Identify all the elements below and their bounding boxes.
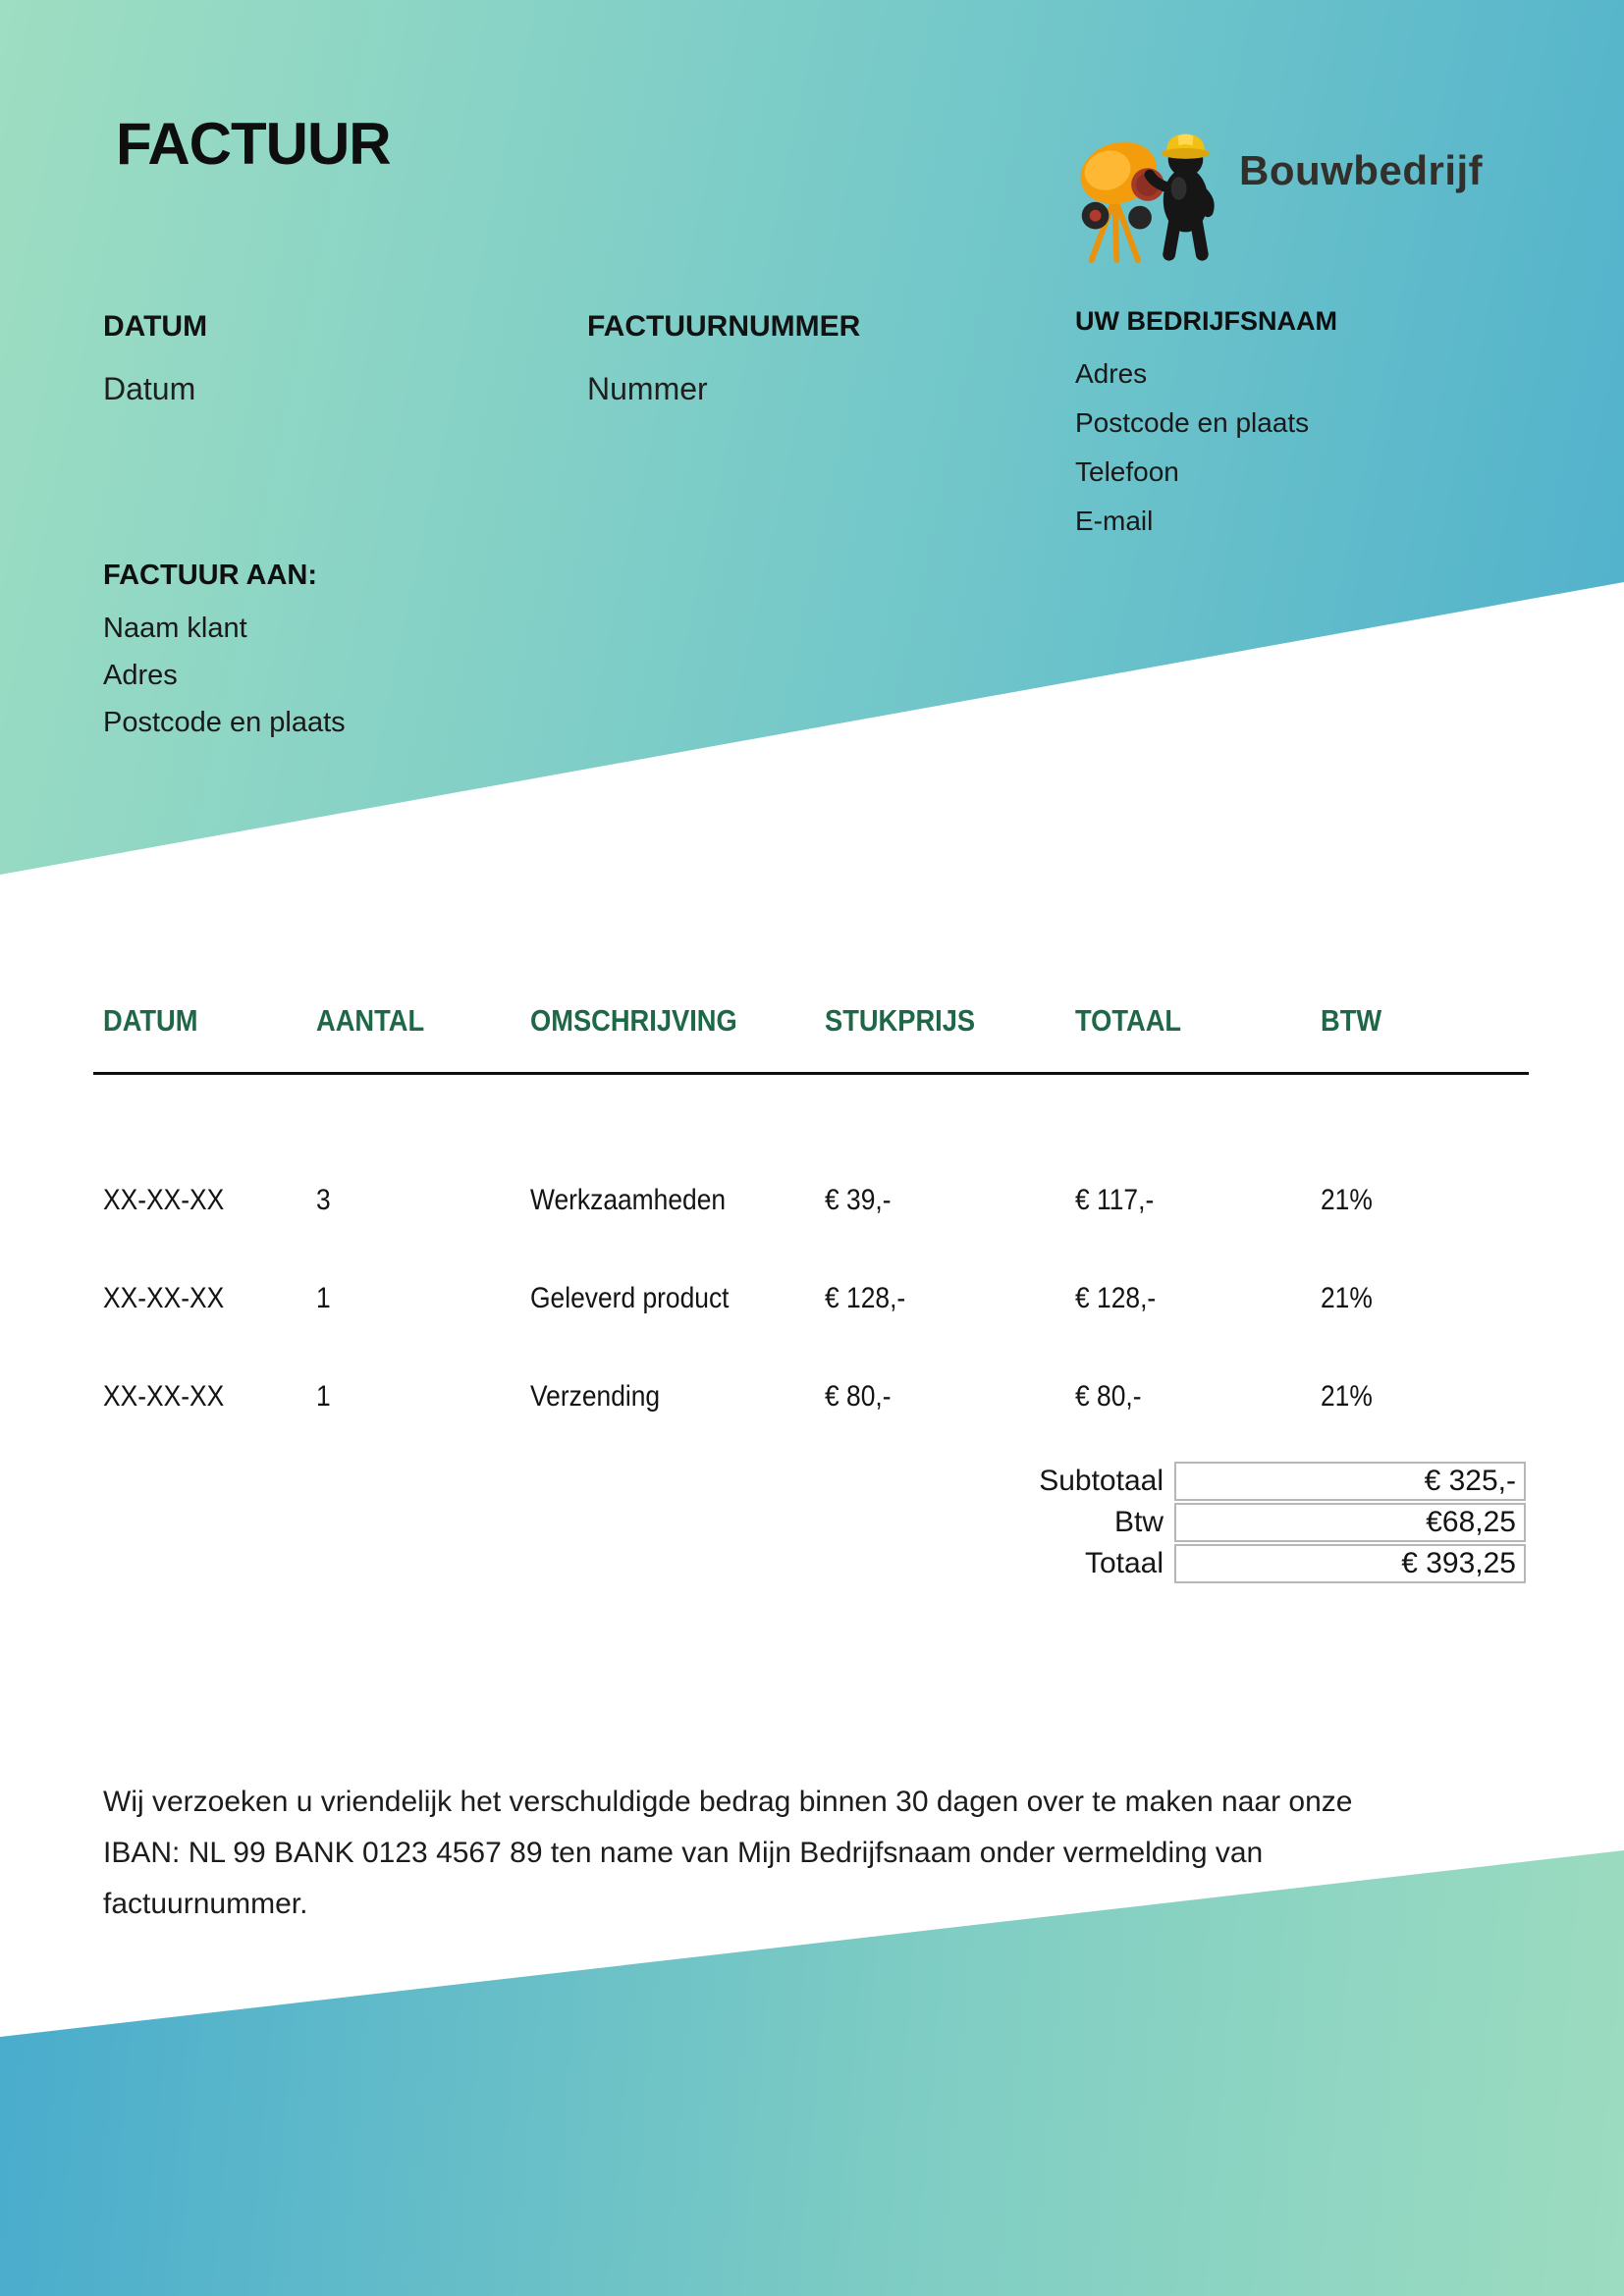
vat-row <box>0 1503 1624 1542</box>
row-quantity: 1 <box>316 1380 331 1413</box>
company-address-line: Postcode en plaats <box>1075 407 1310 438</box>
row-vat: 21% <box>1321 1184 1373 1216</box>
invoice-number-value: Nummer <box>587 371 708 406</box>
payment-note-line: Wij verzoeken u vriendelijk het verschuldigde bedrag binnen 30 dagen over te maken naar onze <box>103 1786 1353 1818</box>
row-unit-price: € 128,- <box>825 1282 906 1314</box>
page-title: FACTUUR <box>116 111 391 177</box>
row-description: Verzending <box>530 1380 661 1413</box>
subtotal-box <box>1174 1462 1526 1501</box>
grand-total-row <box>0 1544 1624 1583</box>
row-unit-price: € 39,- <box>825 1184 892 1216</box>
company-address-line: Adres <box>1075 358 1148 389</box>
company-name: UW BEDRIJFSNAAM <box>1075 306 1337 336</box>
row-date: XX-XX-XX <box>103 1380 225 1413</box>
bill-to-label: FACTUUR AAN: <box>103 560 318 591</box>
company-address-line: E-mail <box>1075 506 1154 536</box>
table-row <box>0 1184 1624 1223</box>
bill-to-line: Adres <box>103 660 178 691</box>
subtotal-label: Subtotaal <box>1039 1465 1164 1497</box>
subtotal-row <box>0 1462 1624 1501</box>
invoice-number-label: FACTUURNUMMER <box>587 310 861 343</box>
grand-total-value: € 393,25 <box>1401 1547 1516 1579</box>
brand-name: Bouwbedrijf <box>1239 147 1484 193</box>
payment-note <box>103 1777 1537 1930</box>
payment-note-line: IBAN: NL 99 BANK 0123 4567 89 ten name van Mijn Bedrijfsnaam onder vermelding van <box>103 1837 1264 1869</box>
table-header-totaal: TOTAAL <box>1075 1003 1182 1038</box>
table-header-datum: DATUM <box>103 1003 198 1038</box>
vat-box <box>1174 1503 1526 1542</box>
row-unit-price: € 80,- <box>825 1380 892 1413</box>
table-header-row <box>0 1003 1624 1042</box>
subtotal-value: € 325,- <box>1424 1465 1516 1497</box>
table-row <box>0 1380 1624 1419</box>
row-total: € 80,- <box>1075 1380 1142 1413</box>
vat-value: €68,25 <box>1426 1506 1516 1538</box>
row-total: € 128,- <box>1075 1282 1157 1314</box>
table-header-aantal: AANTAL <box>316 1003 425 1038</box>
row-date: XX-XX-XX <box>103 1282 225 1314</box>
grand-total-box <box>1174 1544 1526 1583</box>
table-header-btw: BTW <box>1321 1003 1382 1038</box>
table-row <box>0 1282 1624 1321</box>
row-total: € 117,- <box>1075 1184 1155 1216</box>
table-header-omschrijving: OMSCHRIJVING <box>530 1003 737 1038</box>
company-address-line: Telefoon <box>1075 456 1179 487</box>
table-header-divider <box>93 1072 1529 1075</box>
grand-total-label: Totaal <box>1084 1547 1164 1579</box>
date-label: DATUM <box>103 310 208 343</box>
row-vat: 21% <box>1321 1282 1373 1314</box>
vat-label: Btw <box>1113 1506 1164 1538</box>
row-vat: 21% <box>1321 1380 1373 1413</box>
bill-to-line: Naam klant <box>103 613 247 644</box>
payment-note-line: factuurnummer. <box>103 1888 308 1920</box>
row-quantity: 1 <box>316 1282 331 1314</box>
construction-worker-cement-mixer-icon <box>1060 103 1225 273</box>
table-header-stukprijs: STUKPRIJS <box>825 1003 976 1038</box>
bill-to-line: Postcode en plaats <box>103 707 346 738</box>
date-value: Datum <box>103 371 196 406</box>
row-date: XX-XX-XX <box>103 1184 225 1216</box>
row-description: Werkzaamheden <box>530 1184 727 1216</box>
row-description: Geleverd product <box>530 1282 730 1314</box>
company-address-block <box>1075 349 1309 546</box>
row-quantity: 3 <box>316 1184 331 1216</box>
bill-to-block <box>103 605 346 746</box>
